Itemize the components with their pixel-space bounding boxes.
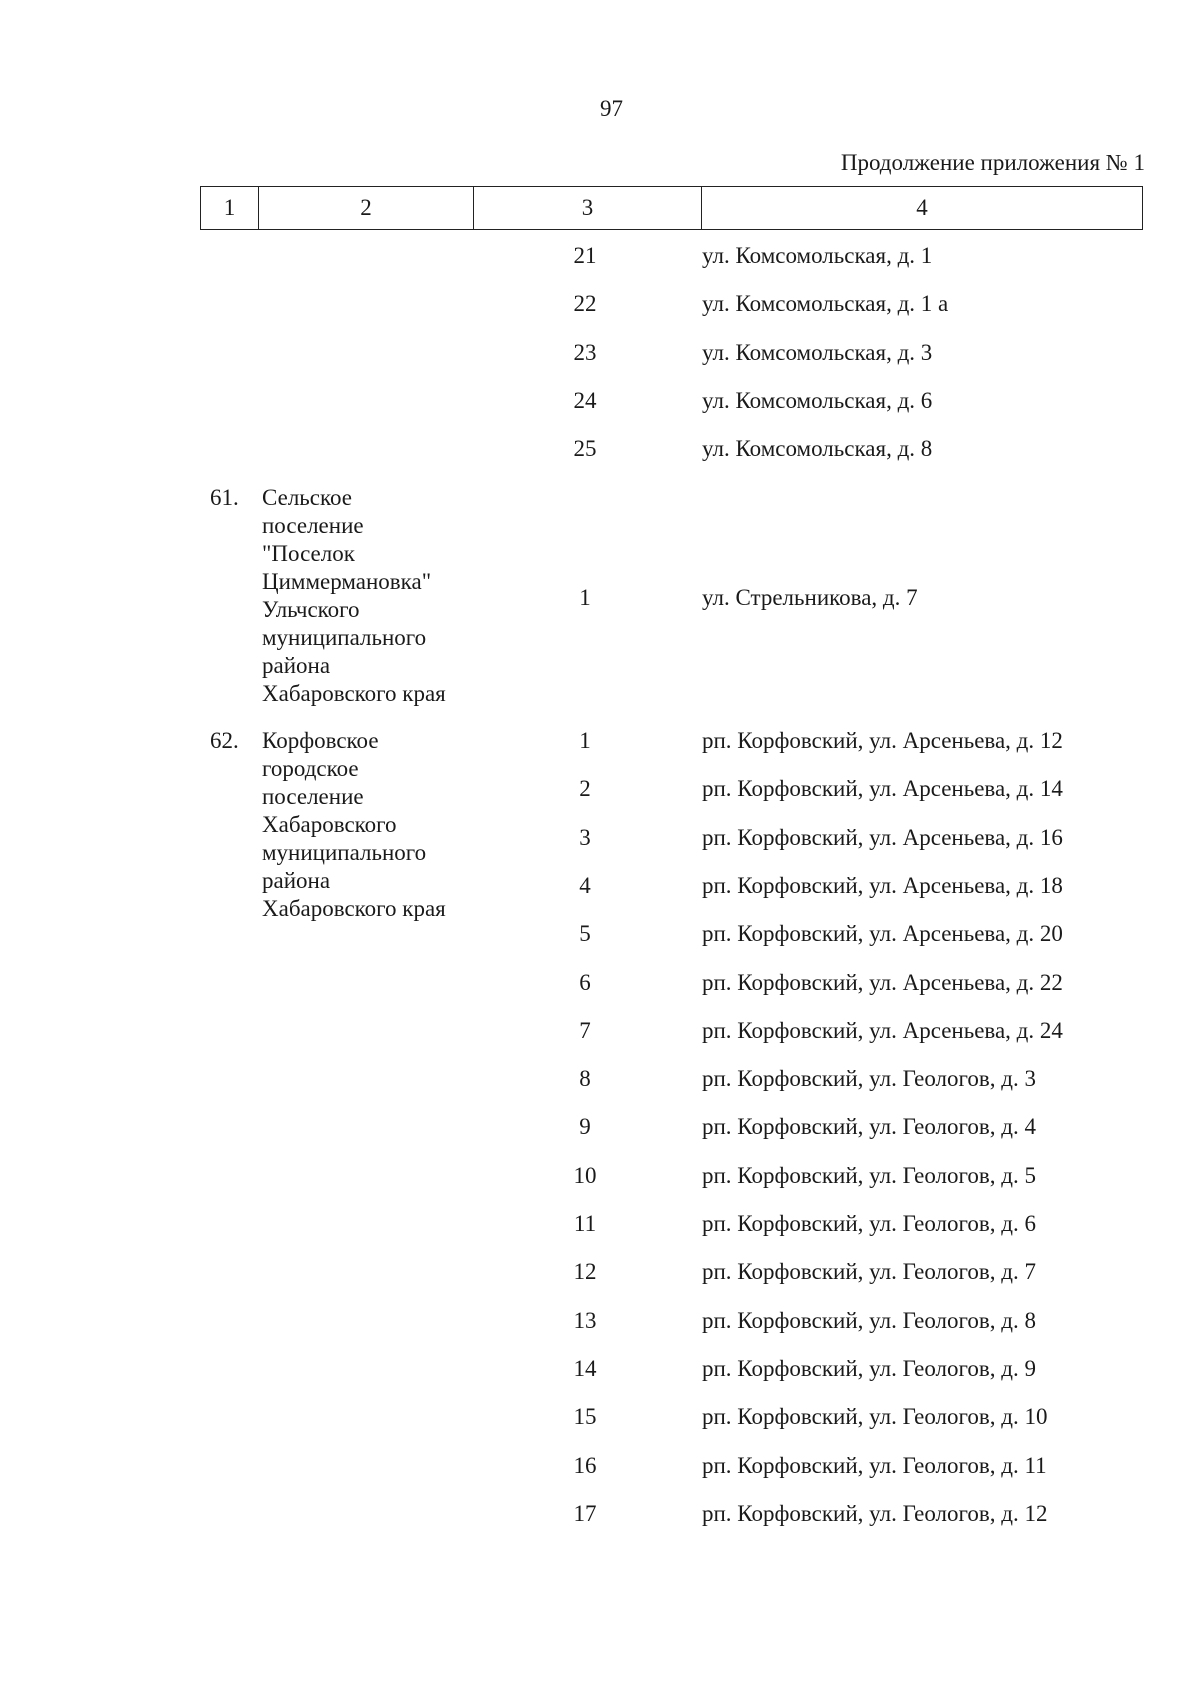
row-address: рп. Корфовский, ул. Геологов, д. 7 [702,1259,1036,1285]
row-number: 9 [579,1114,591,1140]
group-number: 61. [210,485,239,510]
row-address: ул. Комсомольская, д. 1 [702,243,933,268]
group-name-line: муниципального [262,840,427,865]
row-number: 14 [573,1355,597,1381]
row-number: 15 [573,1404,597,1430]
row-number: 24 [573,387,597,413]
row-address: ул. Комсомольская, д. 8 [702,436,933,462]
group-name-line: поселение [262,784,364,809]
row-number: 11 [573,1211,597,1236]
row-number: 1 [579,728,591,753]
row-address: рп. Корфовский, ул. Геологов, д. 4 [702,1114,1036,1140]
row-address: рп. Корфовский, ул. Арсеньева, д. 20 [702,921,1063,947]
group-name-line: "Поселок [262,541,355,566]
row-address: рп. Корфовский, ул. Геологов, д. 12 [702,1500,1048,1526]
row-address: рп. Корфовский, ул. Геологов, д. 6 [702,1211,1036,1236]
group-name-line: района [262,653,331,678]
row-number: 2 [579,776,591,802]
row-number: 23 [573,339,597,365]
row-address: рп. Корфовский, ул. Геологов, д. 9 [702,1355,1036,1381]
row-address: рп. Корфовский, ул. Геологов, д. 10 [702,1404,1048,1430]
group-name-line: поселение [262,513,364,538]
row-number: 22 [573,291,597,317]
group-name-line: Корфовское [262,728,379,753]
row-number: 3 [579,824,591,850]
row-number: 6 [579,969,591,995]
row-address: ул. Комсомольская, д. 1 а [702,291,949,317]
row-number: 16 [573,1452,597,1478]
row-address: рп. Корфовский, ул. Арсеньева, д. 12 [702,728,1063,753]
group-name-line: района [262,868,331,893]
group-name-line: Сельское [262,485,353,510]
group-name-line: муниципального [262,625,427,650]
group-name [262,484,492,708]
row-number: 25 [573,436,597,462]
header-col-3: 3 [474,187,702,229]
row-address: ул. Комсомольская, д. 6 [702,387,933,413]
row-address: рп. Корфовский, ул. Геологов, д. 8 [702,1307,1036,1333]
row-number: 13 [573,1307,597,1333]
row-number: 17 [573,1500,597,1526]
row-address: рп. Корфовский, ул. Арсеньева, д. 16 [702,824,1063,850]
row-address: рп. Корфовский, ул. Арсеньева, д. 14 [702,776,1063,802]
row-address: рп. Корфовский, ул. Арсеньева, д. 22 [702,969,1063,995]
group-name-line: Ульчского [262,597,360,622]
header-col-4: 4 [916,195,928,220]
row-number: 4 [579,872,591,898]
row-address: ул. Комсомольская, д. 3 [702,339,933,365]
row-number: 5 [579,921,591,947]
group-name-line: Хабаровского [262,812,397,837]
row-address: ул. Стрельникова, д. 7 [702,585,918,610]
row-number: 10 [573,1162,597,1188]
header-col-1: 1 [201,187,259,229]
row-address: рп. Корфовский, ул. Геологов, д. 3 [702,1066,1036,1092]
row-address: рп. Корфовский, ул. Арсеньева, д. 18 [702,872,1063,898]
page-number: 97 [600,96,623,121]
group-name-line: Хабаровского края [262,681,446,706]
row-address: рп. Корфовский, ул. Геологов, д. 11 [702,1452,1047,1478]
continuation-caption: Продолжение приложения № 1 [840,150,1145,175]
row-number: 1 [579,585,591,610]
row-address: рп. Корфовский, ул. Геологов, д. 5 [702,1162,1036,1188]
row-number: 8 [579,1066,591,1092]
row-address: рп. Корфовский, ул. Арсеньева, д. 24 [702,1017,1063,1043]
row-number: 21 [573,243,597,268]
group-name-line: Циммермановка" [262,569,432,594]
group-name-line: городское [262,756,359,781]
row-number: 7 [579,1017,591,1043]
header-col-2: 2 [259,187,474,229]
row-number: 12 [573,1259,597,1285]
group-name [262,727,492,923]
group-number: 62. [210,728,239,753]
group-name-line: Хабаровского края [262,896,446,921]
